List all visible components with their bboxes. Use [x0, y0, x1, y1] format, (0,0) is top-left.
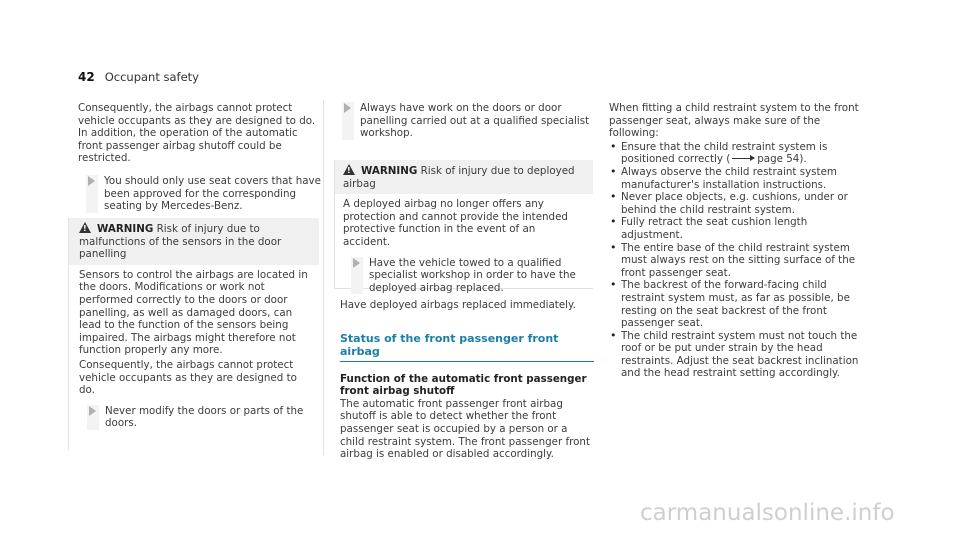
- section-rule: [340, 361, 594, 362]
- page-reference-link[interactable]: page 54).: [757, 153, 807, 166]
- note-arrow-icon: [88, 176, 95, 186]
- col2-top-note-text: Always have work on the doors or door panelling carried out at a qualified specialist workshop.: [360, 102, 590, 140]
- col3-intro: When fitting a child restraint system to the front passenger seat, always make sure of the following:: [609, 102, 859, 140]
- column-3: [609, 102, 869, 380]
- warning-paragraph-1: Sensors to control the airbags are located in the doors. Modifications or work not performed correctly to the doors or door panelling, as well as damaged doors, can lead to the function of the sensors being impaired. The airbags might therefore not function properly any more.: [79, 268, 308, 357]
- warning-header: [335, 160, 593, 194]
- sub-heading: Function of the automatic front passenger front airbag shutoff: [340, 372, 587, 398]
- list-item: • The backrest of the forward-facing child restraint system must, as far as possible, be resting on the seat backrest of the front passenger seat.: [609, 279, 869, 329]
- note-arrow-icon: [344, 103, 351, 113]
- col1-warning-box: [68, 218, 319, 450]
- warning-icon: [343, 164, 355, 175]
- warning-icon: [79, 222, 91, 233]
- col2-warning-note-text: Have the vehicle towed to a qualified specialist workshop in order to have the deployed airbag replaced.: [369, 256, 576, 294]
- column-divider: [323, 100, 324, 455]
- header-section: Occupant safety: [104, 70, 199, 84]
- col3-bullet-list: [609, 141, 869, 380]
- list-item: • Always observe the child restraint system manufacturer's installation instructions.: [609, 166, 869, 191]
- col1-warning-note: [79, 405, 325, 430]
- page-reference-arrow-icon: [732, 158, 754, 159]
- section-title: Status of the front passenger front airbag: [340, 331, 559, 358]
- page-header: [78, 70, 199, 84]
- col1-top-paragraph: Consequently, the airbags cannot protect vehicle occupants as they are designed to do. In addition, the operation of the automatic front passenger airbag shutoff could be restricted.: [78, 102, 316, 165]
- section-heading-block: [340, 332, 594, 362]
- column-2: [334, 102, 594, 140]
- list-item: • Fully retract the seat cushion length adjustment.: [609, 216, 869, 241]
- warning-title: WARNING: [97, 223, 154, 235]
- warning-paragraph-2: Consequently, the airbags cannot protect vehicle occupants as they are designed to do.: [79, 358, 297, 397]
- list-item: • The child restraint system must not touch the roof or be put under strain by the head restraints. Adjust the seat backrest inclination and the head restraint setting accordingly.: [609, 330, 869, 380]
- list-item: • The entire base of the child restraint system must always rest on the sitting surface of the front passenger seat.: [609, 242, 869, 280]
- warning-title: WARNING: [361, 165, 418, 177]
- col2-body: The automatic front passenger front airbag shutoff is able to detect whether the front passenger seat is occupied by a person or a child restraint system. The front passenger front airbag is enabled or disabled accordingly.: [340, 397, 590, 461]
- col2-warning-box: [334, 160, 593, 294]
- col1-warning-note-text: Never modify the doors or parts of the doors.: [105, 404, 304, 430]
- col2-after-paragraph: Have deployed airbags replaced immediately.: [340, 299, 576, 311]
- column-2-lower: [340, 299, 594, 461]
- col2-top-note: [334, 102, 600, 140]
- list-item: • Never place objects, e.g. cushions, under or behind the child restraint system.: [609, 191, 869, 216]
- col1-note: [78, 175, 334, 213]
- warning-subtitle: Risk of injury due to deployed airbag: [343, 165, 575, 190]
- page-number: 42: [78, 70, 95, 84]
- list-item: • Ensure that the child restraint system is positioned correctly ( page 54).: [609, 141, 869, 166]
- note-arrow-icon: [89, 406, 96, 416]
- note-arrow-icon: [353, 258, 360, 268]
- watermark: carmanualsonline.info: [640, 500, 895, 526]
- warning-header: [69, 218, 319, 265]
- col2-warning-note: [343, 257, 599, 295]
- warning-paragraph: A deployed airbag no longer offers any protection and cannot provide the intended protective function in the event of an accident.: [343, 198, 568, 248]
- warning-subtitle: Risk of injury due to malfunctions of the sensors in the door panelling: [79, 223, 282, 261]
- column-1: [78, 102, 321, 213]
- col1-note-text: You should only use seat covers that have been approved for the corresponding seating by Mercedes-Benz.: [104, 174, 321, 213]
